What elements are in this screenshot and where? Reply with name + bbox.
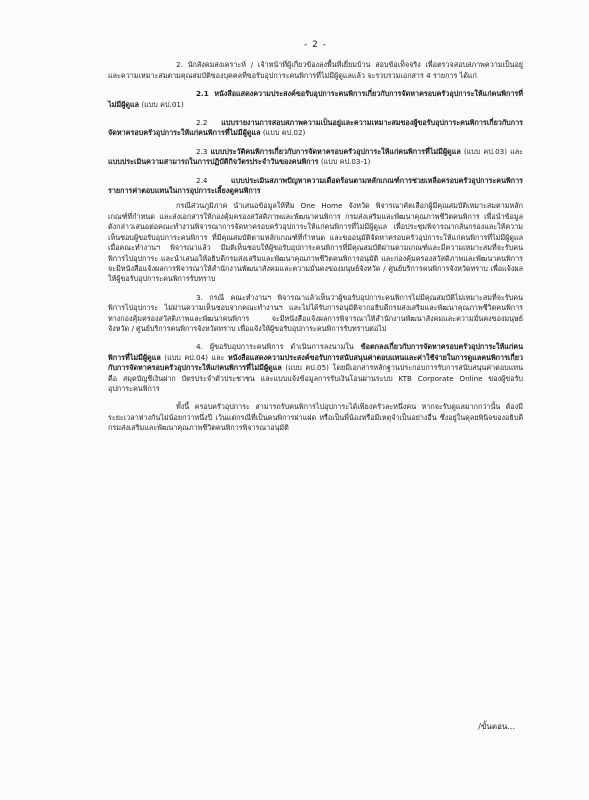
page-number: - 2 - (304, 40, 327, 50)
form-code: (แบบ คป.02) (262, 128, 306, 138)
agreement-title-bold: ข้อตกลงเกี่ยวกับการจัดหาครอบครัวอุปการะให้แก่คนพิการที่ไม่มีผู้ดูแล (108, 342, 523, 362)
form-code: (แบบ คป.03) และ (463, 146, 523, 156)
item-number: 2.2 (196, 118, 208, 128)
paragraph-regional-case (108, 201, 523, 284)
paragraph-text: 4. ผู้ขอรับอุปการะคนพิการ ดำเนินการลงนามใน (196, 342, 354, 352)
paragraph-text: กรณีส่วนภูมิภาค นำเสนอข้อมูลให้ทีม One Home จังหวัด พิจารณาคัดเลือกผู้มีคุณสมบัติเหมาะสมตามหลักเกณฑ์ที่กำหนด และส่งเอกสารให้กองคุ้มครองสวัสดิภาพและพัฒนาคนพิการ กรมส่งเสริมและพัฒนาคุณภาพชีวิตคนพิการ เพื่อนำข้อมูลดังกล่าวเสนอต่อคณะทำงานพิจารณาการจัดหาครอบครัวอุปการะให้แก่คนพิการที่ไม่มีผู้ดูแล เพื่อประชุมพิจารณากลั่นกรองและให้ความเห็นชอบผู้ขอรับอุปการะคนพิการ ที่มีคุณสมบัติตามหลักเกณฑ์ที่กำหนด และขออนุมัติจัดหาครอบครัวอุปการะให้แก่คนพิการที่ไม่มีผู้ดูแล เมื่อคณะทำงานฯ พิจารณาแล้ว มีมติเห็นชอบให้ผู้ขอรับอุปการะคนพิการที่มีคุณสมบัติผ่านตามเกณฑ์และมีความเหมาะสมที่จะรับคนพิการไปอุปการะ และนำเสนอให้อธิบดีกรมส่งเสริมและพัฒนาคุณภาพชีวิตคนพิการอนุมัติ และกองคุ้มครองสวัสดิภาพและพัฒนาคนพิการ จะมีหนังสือแจ้งผลการพิจารณาให้สำนักงานพัฒนาสังคมและความมั่นคงของมนุษย์จังหวัด / ศูนย์บริการคนพิการจังหวัดทราบ เพื่อแจ้งผลให้ผู้ขอรับอุปการะคนพิการรับทราบ (108, 201, 523, 284)
paragraph-text-tail: (แบบ คป.05) โดยมีเอกสารหลักฐานประกอบการรับการสนับสนุนค่าตอบแทน คือ สมุดบัญชีเงินฝาก บัตรประจำตัวประชาชน และแบบแจ้งข้อมูลการรับเงินโอนผ่านระบบ KTB Corporate Online ของผู้ขอรับอุปการะคนพิการ (108, 363, 523, 393)
paragraph-step-2 (108, 60, 523, 81)
paragraph-step-4 (108, 342, 523, 394)
continuation-note: /ขั้นตอน... (478, 721, 515, 731)
paragraph-2-3 (108, 147, 523, 168)
paragraph-text: 3. กรณี คณะทำงานฯ พิจารณาแล้วเห็นว่าผู้ขอรับอุปการะคนพิการไม่มีคุณสมบัติไม่เหมาะสมที่จะรับคนพิการไปอุปการะ ไม่ผ่านความเห็นชอบจากคณะทำงานฯ และไม่ได้รับการอนุมัติจากอธิบดีกรมส่งเสริมและพัฒนาคุณภาพชีวิตคนพิการ ทางกองคุ้มครองสวัสดิภาพและพัฒนาคนพิการ จะมีหนังสือแจ้งผลการพิจารณาให้สำนักงานพัฒนาสังคมและความมั่นคงของมนุษย์จังหวัด / ศูนย์บริการคนพิการจังหวัดทราบ เพื่อแจ้งให้ผู้ขอรับอุปการะคนพิการรับทราบต่อไป (108, 292, 523, 333)
paragraph-conditions (108, 402, 523, 433)
form-code: (แบบ คป.01) (141, 99, 184, 109)
form-title-bold: หนังสือแสดงความประสงค์ขอรับอุปการะคนพิการเกี่ยวกับการจัดหาครอบครัวอุปการะให้แก่คนพิการที่ไม่มีผู้ดูแล (108, 89, 523, 109)
paragraph-text: ทั้งนี้ ครอบครัวอุปการะ สามารถรับคนพิการไปอุปการะได้เพียงครัวละหนึ่งคน หากจะรับดูแลมากกว่านั้น ต้องมีระยะเวลาห่างกันไม่น้อยกว่าหนึ่งปี เว้นแต่กรณีที่เป็นคนพิการฝาแฝด หรือเป็นพี่น้องหรือมีเหตุจำเป็นอย่างอื่น ซึ่งอยู่ในดุลยพินิจของอธิบดีกรมส่งเสริมและพัฒนาคุณภาพชีวิตคนพิการพิจารณาอนุมัติ (108, 402, 523, 433)
form-code: (แบบ คป.04) และ (164, 352, 225, 362)
paragraph-text: 2. นักสังคมสงเคราะห์ / เจ้าหน้าที่ผู้เกี่ยวข้องลงพื้นที่เยี่ยมบ้าน สอบข้อเท็จจริง เพื่อตรวจสอบสภาพความเป็นอยู่ และความเหมาะสมตามคุณสมบัติของบุคคลที่ขอรับอุปการะคนพิการที่ไม่มีผู้ดูแลแล้ว จะรวบรวมเอกสาร 4 รายการ ได้แก่ (108, 60, 523, 80)
form-title-bold: แบบรายงานการสอบสภาพความเป็นอยู่และความเหมาะสมของผู้ขอรับอุปการะคนพิการเกี่ยวกับการจัดหาครอบครัวอุปการะให้แก่คนพิการที่ไม่มีผู้ดูแล (108, 118, 523, 138)
paragraph-step-3 (108, 293, 523, 335)
paragraph-2-2 (108, 118, 523, 139)
paragraph-2-4 (108, 176, 523, 197)
request-title-bold: หนังสือแสดงความประสงค์ขอรับการสนับสนุนค่าตอบแทนและค่าใช้จ่ายในการดูแลคนพิการเกี่ยวกับการจัดหาครอบครัวอุปการะให้แก่คนพิการที่ไม่มีผู้ดูแล (108, 352, 523, 373)
form-title-bold-2: แบบประเมินความสามารถในการปฏิบัติกิจวัตรประจำวันของคนพิการ (108, 157, 319, 167)
item-number: 2.4 (196, 175, 208, 185)
paragraph-2-1 (108, 89, 523, 110)
form-code-2: (แบบ คป.03-1) (320, 157, 371, 167)
item-number: 2.1 (196, 89, 209, 99)
form-title-bold: แบบประเมินสภาพปัญหาความเดือดร้อนตามหลักเกณฑ์การช่วยเหลือครอบครัวอุปการะคนพิการ รายการค่าตอบแทนในการอุปการะเลี้ยงดูคนพิการ (108, 175, 523, 196)
item-number: 2.3 (196, 146, 208, 156)
form-title-bold: แบบประวัติคนพิการเกี่ยวกับการจัดหาครอบครัวอุปการะให้แก่คนพิการที่ไม่มีผู้ดูแล (210, 146, 461, 156)
